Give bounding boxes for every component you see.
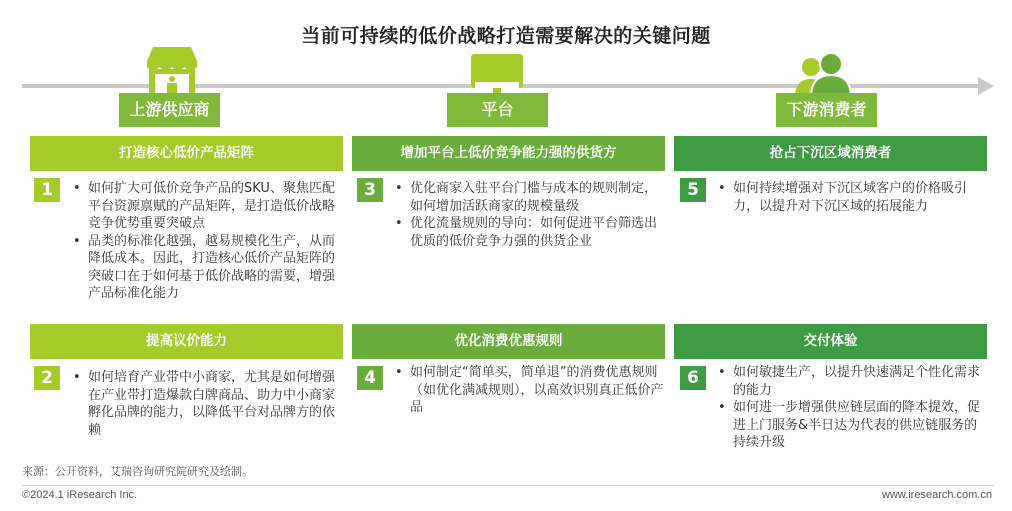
section-number-6: 6 xyxy=(680,366,706,390)
section-header-5: 抢占下沉区域消费者 xyxy=(674,136,987,171)
section-header-2: 提高议价能力 xyxy=(30,324,343,359)
section-header-6: 交付体验 xyxy=(674,324,987,359)
bullet-item: • 品类的标准化越强，越易规模化生产，从而降低成本。因此，打造核心低价产品矩阵的突破口在于如何基于低价战略的需要，增强产品标准化能力 xyxy=(70,233,342,303)
section-bullets-1 xyxy=(70,180,342,303)
website-link[interactable]: www.iresearch.com.cn xyxy=(881,489,992,501)
section-bullets-4 xyxy=(392,364,664,417)
bullet-item: • 优化流量规则的导向：如何促进平台筛选出优质的低价竞争力强的供货企业 xyxy=(392,215,664,250)
bullet-item: • 如何持续增强对下沉区域客户的价格吸引力，以提升对下沉区域的拓展能力 xyxy=(715,180,985,215)
bullet-item: • 如何敏捷生产，以提升快速满足个性化需求的能力 xyxy=(715,364,985,399)
page-title: 当前可持续的低价战略打造需要解决的关键问题 xyxy=(301,25,711,47)
copyright: ©2024.1 iResearch Inc. xyxy=(22,489,138,501)
section-bullets-6 xyxy=(715,364,985,452)
bullet-item: • 如何进一步增强供应链层面的降本提效，促进上门服务&半日达为代表的供应链服务的持续升级 xyxy=(715,399,985,452)
column-label-downstream: 下游消费者 xyxy=(776,93,877,127)
monitor-icon xyxy=(471,54,523,98)
section-number-1: 1 xyxy=(34,178,60,202)
bullet-item: • 如何扩大可低价竞争产品的SKU、聚焦匹配平台资源禀赋的产品矩阵，是打造低价战略竞争优势重要突破点 xyxy=(70,180,342,233)
section-header-3: 增加平台上低价竞争能力强的供货方 xyxy=(352,136,665,171)
bullet-item: • 优化商家入驻平台门槛与成本的规则制定，如何增加活跃商家的规模量级 xyxy=(392,180,664,215)
column-label-upstream: 上游供应商 xyxy=(119,93,220,127)
footer-divider xyxy=(22,485,994,486)
source-note: 来源：公开资料，艾瑞咨询研究院研究及绘制。 xyxy=(22,465,253,478)
column-label-platform: 平台 xyxy=(447,93,548,127)
section-number-4: 4 xyxy=(357,366,383,390)
section-header-4: 优化消费优惠规则 xyxy=(352,324,665,359)
section-number-3: 3 xyxy=(357,178,383,202)
section-number-5: 5 xyxy=(680,178,706,202)
timeline-arrow xyxy=(978,77,994,95)
bullet-item: • 如何制定“简单买，简单退”的消费优惠规则（如优化满减规则），以高效识别真正低价产品 xyxy=(392,364,664,417)
section-bullets-2 xyxy=(70,369,342,439)
section-header-1: 打造核心低价产品矩阵 xyxy=(30,136,343,171)
section-bullets-5 xyxy=(715,180,985,215)
bullet-item: • 如何培育产业带中小商家，尤其是如何增强在产业带打造爆款白牌商品、助力中小商家孵化品牌的能力，以降低平台对品牌方的依赖 xyxy=(70,369,342,439)
section-bullets-3 xyxy=(392,180,664,250)
storefront-icon xyxy=(145,47,199,99)
section-number-2: 2 xyxy=(34,366,60,390)
consumers-icon xyxy=(795,53,851,97)
